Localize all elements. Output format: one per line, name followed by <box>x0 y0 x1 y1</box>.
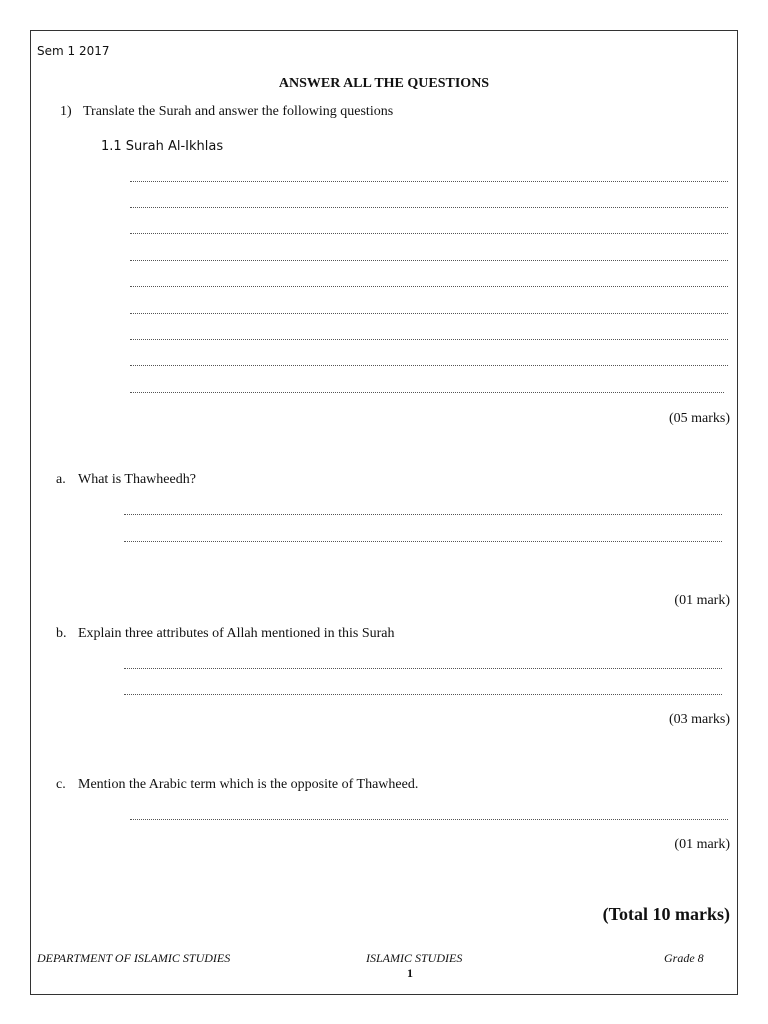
answer-line-9[interactable] <box>130 391 724 393</box>
part-c-question: Mention the Arabic term which is the opposite of Thawheed. <box>78 777 419 792</box>
answer-line-6[interactable] <box>130 312 728 314</box>
semester-label: Sem 1 2017 <box>37 44 110 58</box>
part-a-question: What is Thawheedh? <box>78 472 196 487</box>
answer-line-4[interactable] <box>130 259 728 261</box>
part-b-marks: (03 marks) <box>668 712 730 727</box>
footer-grade: Grade 8 <box>664 951 704 965</box>
answer-line-2[interactable] <box>130 206 728 208</box>
part-a-answer-line-1[interactable] <box>124 513 722 515</box>
part-b-label: b. <box>56 626 67 641</box>
question-1-marks: (05 marks) <box>668 411 730 426</box>
part-b-question: Explain three attributes of Allah mentioned in this Surah <box>78 626 395 641</box>
answer-line-3[interactable] <box>130 232 728 234</box>
part-a-answer-line-2[interactable] <box>124 540 722 542</box>
part-a-label: a. <box>56 472 66 487</box>
part-b-answer-line-1[interactable] <box>124 667 722 669</box>
part-b-answer-line-2[interactable] <box>124 693 722 695</box>
question-1-number: 1) <box>60 104 72 119</box>
page-number: 1 <box>407 966 413 980</box>
part-a-marks: (01 mark) <box>674 593 730 608</box>
answer-line-5[interactable] <box>130 285 728 287</box>
footer-subject: ISLAMIC STUDIES <box>366 951 463 965</box>
footer-department: DEPARTMENT OF ISLAMIC STUDIES <box>37 951 231 965</box>
subsection-title: 1.1 Surah Al-Ikhlas <box>101 139 224 154</box>
answer-line-7[interactable] <box>130 338 728 340</box>
part-c-marks: (01 mark) <box>674 837 730 852</box>
page-title: ANSWER ALL THE QUESTIONS <box>278 76 490 91</box>
part-c-label: c. <box>56 777 66 792</box>
answer-line-1[interactable] <box>130 180 728 182</box>
answer-line-8[interactable] <box>130 364 728 366</box>
question-1-text: Translate the Surah and answer the following questions <box>83 104 394 119</box>
total-marks: (Total 10 marks) <box>602 904 730 924</box>
part-c-answer-line[interactable] <box>130 818 728 820</box>
